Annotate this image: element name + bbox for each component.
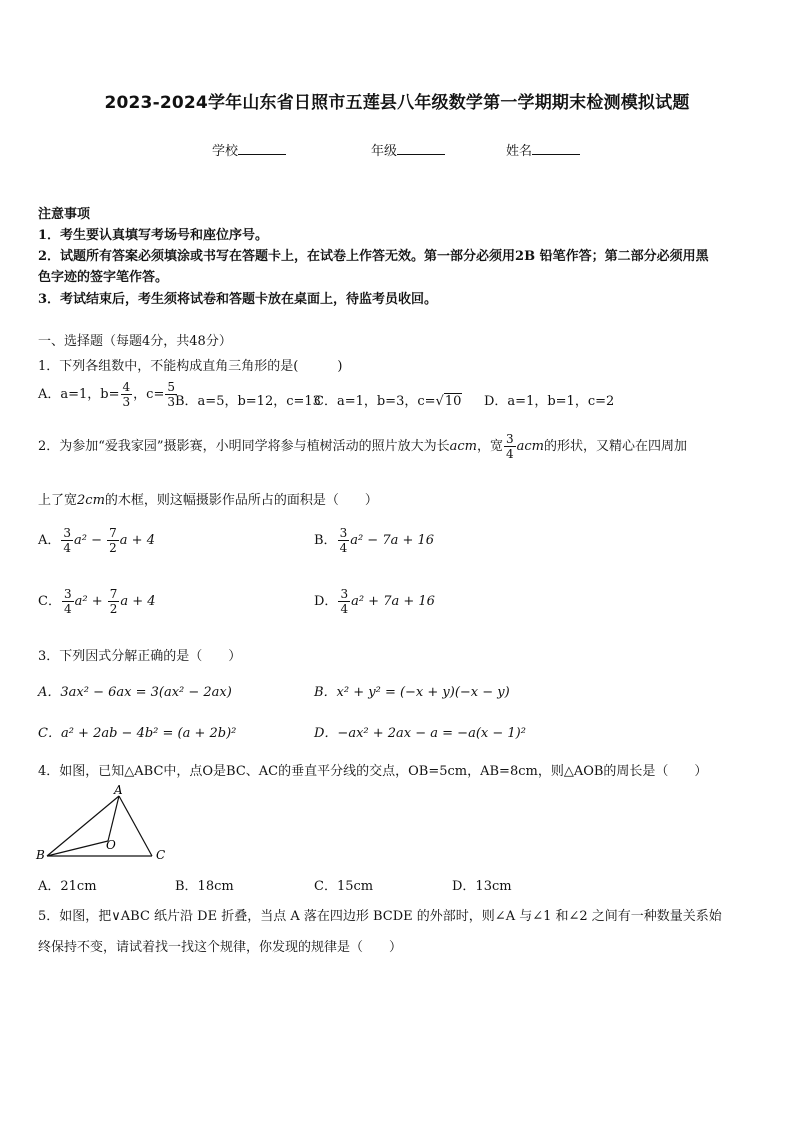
q3-option-a[interactable]: A．3ax² − 6ax = 3(ax² − 2ax)	[38, 685, 232, 700]
q2-option-a[interactable]	[38, 526, 155, 555]
note-item: 3．考试结束后，考生须将试卷和答题卡放在桌面上，待监考员收回。	[38, 292, 438, 307]
name-field[interactable]	[506, 140, 580, 159]
expr: a² − 7a + 16	[350, 533, 435, 548]
question-1-stem: 1．下列各组数中，不能构成直角三角形的是( )	[38, 359, 343, 374]
frac-den: 4	[505, 447, 514, 461]
q1-c-text: C．a=1，b=3，c=	[314, 394, 436, 409]
segment-ac	[119, 796, 152, 856]
fraction	[504, 432, 516, 461]
note-item: 2．试题所有答案必须填涂或书写在答题卡上，在试卷上作答无效。第一部分必须用2B 铅笔作答；第二部分必须用黑	[38, 249, 709, 264]
frac-den: 4	[63, 541, 72, 555]
expr: a² +	[74, 594, 107, 609]
question-3-stem: 3．下列因式分解正确的是（ ）	[38, 649, 242, 664]
fraction	[61, 526, 73, 555]
question-5-stem: 5．如图，把∨ABC 纸片沿 DE 折叠，当点 A 落在四边形 BCDE 的外部时，则∠A 与∠1 和∠2 之间有一种数量关系始	[38, 909, 722, 924]
frac-num: 3	[339, 526, 348, 540]
frac-num: 5	[167, 380, 175, 394]
q2-var: acm	[449, 439, 477, 454]
vertex-label-a: A	[114, 783, 123, 797]
option-label: C．	[38, 594, 61, 609]
note-item: 1．考生要认真填写考场号和座位序号。	[38, 228, 269, 243]
frac-num: 3	[63, 526, 72, 540]
q1-a-mid: ，c=	[133, 387, 165, 402]
q3-option-c[interactable]: C．a² + 2ab − 4b² = (a + 2b)²	[38, 726, 237, 741]
frac-num: 3	[63, 587, 72, 601]
option-label: A．	[38, 533, 61, 548]
grade-blank[interactable]	[397, 142, 445, 155]
frac-den: 3	[167, 395, 175, 409]
expr: a + 4	[119, 533, 155, 548]
grade-field[interactable]	[371, 140, 445, 159]
frac-den: 3	[122, 395, 131, 409]
q1-a-text: A．a=1，b=	[38, 387, 120, 402]
grade-label: 年级	[371, 144, 398, 159]
q1-option-a[interactable]	[38, 380, 178, 409]
q4-option-b[interactable]: B．18cm	[175, 879, 234, 894]
q2-text: ，宽	[476, 439, 503, 454]
q2-text: 2．为参加“爱我家园”摄影赛，小明同学将参与植树活动的照片放大为长	[38, 439, 450, 454]
fraction	[338, 526, 350, 555]
expr: a² + 7a + 16	[351, 594, 435, 609]
q2-text: 的形状，又精心在四周加	[543, 439, 687, 454]
fraction	[121, 380, 133, 409]
question-4-stem: 4．如图，已知△ABC中，点O是BC、AC的垂直平分线的交点，OB=5cm，AB=8cm，则△AOB的周长是（ ）	[38, 764, 708, 779]
q2-var: 2cm	[77, 493, 105, 508]
question-5-stem-cont: 终保持不变，请试着找一找这个规律，你发现的规律是（ ）	[38, 940, 403, 955]
option-label: D．	[314, 594, 338, 609]
frac-den: 2	[109, 602, 118, 616]
sqrt-icon: √	[435, 394, 444, 409]
school-blank[interactable]	[238, 142, 286, 155]
frac-den: 4	[63, 602, 72, 616]
q4-option-c[interactable]: C．15cm	[314, 879, 374, 894]
q2-option-b[interactable]	[314, 526, 434, 555]
q2-var: acm	[516, 439, 544, 454]
option-label: B．	[314, 533, 337, 548]
triangle-figure	[34, 782, 184, 864]
frac-num: 7	[109, 526, 117, 540]
frac-den: 2	[109, 541, 117, 555]
point-label-o: O	[106, 838, 116, 852]
fraction	[107, 526, 119, 555]
vertex-label-b: B	[36, 848, 45, 862]
q2-text: 上了宽	[38, 493, 78, 508]
q2-option-d[interactable]	[314, 587, 435, 616]
fraction	[108, 587, 120, 616]
frac-den: 4	[340, 602, 349, 616]
school-field[interactable]	[212, 140, 286, 159]
school-label: 学校	[212, 144, 239, 159]
frac-num: 4	[122, 380, 131, 394]
q1-option-c[interactable]	[314, 390, 462, 409]
vertex-label-c: C	[156, 848, 166, 862]
q1-option-b[interactable]: B．a=5，b=12，c=13	[175, 394, 321, 409]
expr: a + 4	[120, 594, 156, 609]
q3-option-d[interactable]: D．−ax² + 2ax − a = −a(x − 1)²	[314, 726, 526, 741]
frac-den: 4	[339, 541, 348, 555]
question-2-stem	[38, 432, 687, 461]
q4-option-d[interactable]: D．13cm	[452, 879, 512, 894]
fraction	[62, 587, 74, 616]
exam-title: 2023-2024学年山东省日照市五莲县八年级数学第一学期期末检测模拟试题	[104, 93, 690, 113]
q2-text: 的木框，则这幅摄影作品所占的面积是（ ）	[104, 493, 378, 508]
notes-heading: 注意事项	[38, 207, 91, 222]
sqrt-radicand: 10	[444, 394, 462, 409]
frac-num: 7	[109, 587, 118, 601]
question-2-stem-cont	[38, 489, 378, 508]
fraction	[338, 587, 350, 616]
q1-option-d[interactable]: D．a=1，b=1，c=2	[484, 394, 615, 409]
q2-option-c[interactable]	[38, 587, 156, 616]
note-item: 色字迹的签字笔作答。	[38, 270, 169, 285]
q4-option-a[interactable]: A．21cm	[38, 879, 97, 894]
expr: a² −	[74, 533, 107, 548]
section-heading: 一、选择题（每题4分，共48分）	[38, 334, 232, 349]
segment-oa	[108, 796, 119, 841]
name-label: 姓名	[506, 144, 533, 159]
name-blank[interactable]	[532, 142, 580, 155]
frac-num: 3	[340, 587, 349, 601]
frac-num: 3	[505, 432, 514, 446]
q3-option-b[interactable]: B．x² + y² = (−x + y)(−x − y)	[314, 685, 510, 700]
